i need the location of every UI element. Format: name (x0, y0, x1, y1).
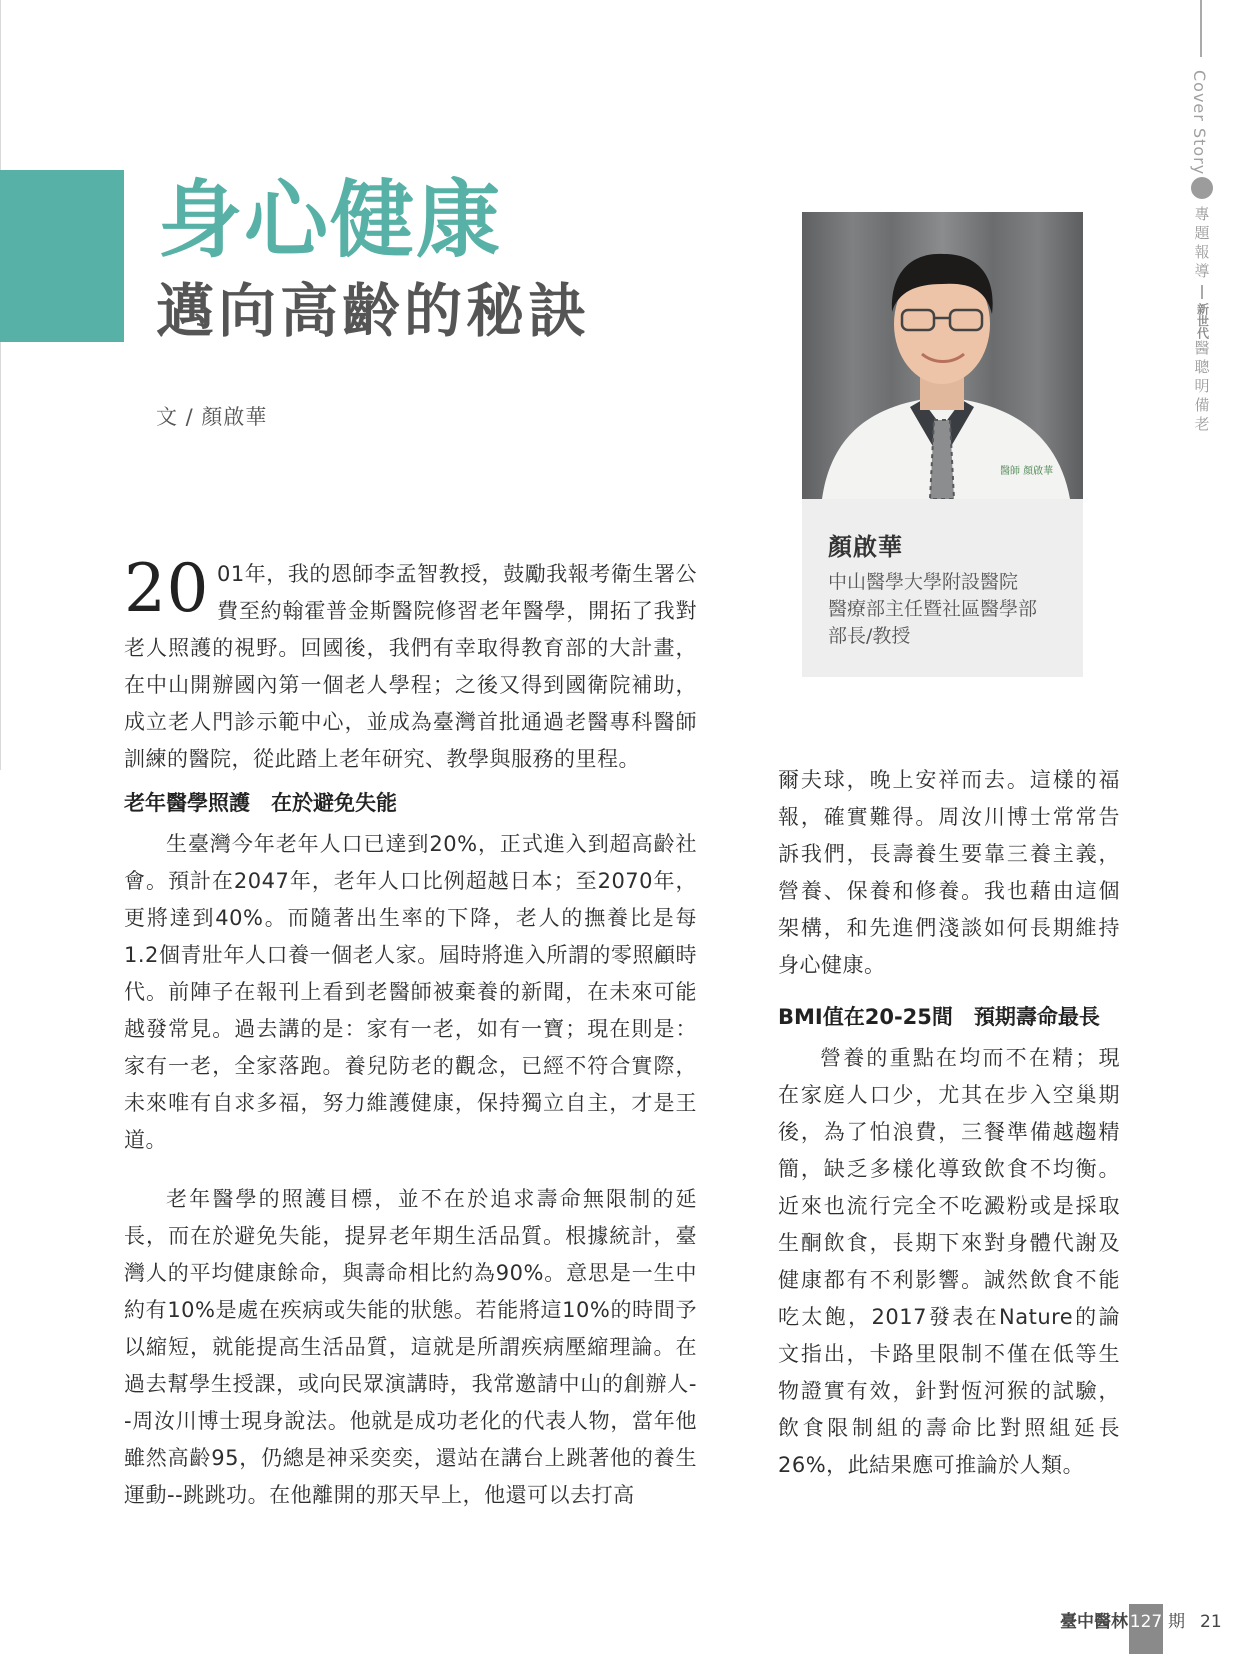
article-right-column (778, 762, 1120, 1484)
sidebar-separator (1201, 285, 1203, 299)
left-margin-rule (0, 0, 1, 770)
cover-story-label: Cover Story (1190, 70, 1209, 176)
intro-text: 01年，我的恩師李孟智教授，鼓勵我報考衛生署公費至約翰霍普金斯醫院修習老年醫學，開拓了我對老人照護的視野。回國後，我們有幸取得教育部的大計畫，在中山開辦國內第一個老人學程；之後又得到國衛院補助，成立老人門診示範中心，並成為臺灣首批通過老醫專科醫師訓練的醫院，從此踏上老年研究、教學與服務的里程。 (124, 562, 697, 771)
paragraph: 生臺灣今年老年人口已達到20%，正式進入到超高齡社會。預計在2047年，老年人口比例超越日本；至2070年，更將達到40%。而隨著出生率的下降，老人的撫養比是每1.2個青壯年人口養一個老人家。屆時將進入所謂的零照顧時代。前陣子在報刊上看到老醫師被棄養的新聞，在未來可能越發常見。過去講的是：家有一老，如有一寶；現在則是：家有一老，全家落跑。養兒防老的觀念，已經不符合實際，未來唯有自求多福，努力維護健康，保持獨立自主，才是王道。 (124, 832, 697, 1152)
paragraph: 老年醫學的照護目標，並不在於追求壽命無限制的延長，而在於避免失能，提昇老年期生活品質。根據統計，臺灣人的平均健康餘命，與壽命相比約為90%。意思是一生中約有10%是處在疾病或失能的狀態。若能將這10%的時間予以縮短，就能提高生活品質，這就是所謂疾病壓縮理論。在過去幫學生授課，或向民眾演講時，我常邀請中山的創辦人--周汝川博士現身說法。他就是成功老化的代表人物，當年他雖然高齡95，仍總是神采奕奕，還站在講台上跳著他的養生運動--跳跳功。在他離開的那天早上，他還可以去打高 (124, 1187, 697, 1507)
section-heading-geriatrics: 老年醫學照護 在於避免失能 (124, 791, 397, 815)
issue-number-badge: 127 (1129, 1604, 1163, 1654)
page-title: 身心健康 (158, 171, 503, 269)
theme-label-char: 醫 (1194, 339, 1210, 358)
theme-label-char: 備 (1194, 396, 1210, 415)
paragraph: 營養的重點在均而不在精；現在家庭人口少，尤其在步入空巢期後，為了怕浪費，三餐準備越趨精簡，缺乏多樣化導致飲食不均衡。近來也流行完全不吃澱粉或是採取生酮飲食，長期下來對身體代謝及健康都有不利影響。誠然飲食不能吃太飽，2017發表在Nature的論文指出，卡路里限制不僅在低等生物證實有效，針對恆河猴的試驗，飲食限制組的壽命比對照組延長26%，此結果應可推論於人類。 (778, 1046, 1120, 1477)
section-sidebar (1190, 70, 1214, 434)
issue-label: 期 (1168, 1612, 1185, 1632)
coat-embroidery: 醫師 顏啟華 (1000, 466, 1054, 477)
title-accent-block (0, 170, 124, 342)
author-byline: 文 / 顏啟華 (156, 405, 268, 429)
author-portrait (802, 212, 1083, 499)
section-label-char: 題 (1194, 224, 1210, 243)
sidebar-dot (1191, 177, 1213, 199)
affiliation-line: 醫療部主任暨社區醫學部 (828, 598, 1038, 620)
sidebar-rule (1200, 0, 1202, 57)
affiliation-line: 部長/教授 (828, 625, 911, 647)
section-label-char: 導 (1194, 262, 1210, 281)
section-label-char: 報 (1194, 243, 1210, 262)
intro-paragraph (124, 550, 697, 778)
section-heading-bmi: BMI值在20-25間 預期壽命最長 (778, 1005, 1100, 1029)
theme-label-char: 明 (1194, 377, 1210, 396)
section-label-char: 專 (1194, 205, 1210, 224)
drop-cap: 20 (124, 550, 209, 627)
paragraph: 爾夫球，晚上安祥而去。這樣的福報，確實難得。周汝川博士常常告訴我們，長壽養生要靠三養主義，營養、保養和修養。我也藉由這個架構，和先進們淺談如何長期維持身心健康。 (778, 768, 1120, 977)
portrait-illustration (802, 212, 1083, 499)
page-subtitle: 邁向高齡的秘訣 (156, 277, 591, 345)
author-name: 顏啟華 (828, 533, 903, 561)
author-affiliation (828, 569, 1078, 650)
page-number: 21 (1200, 1612, 1222, 1632)
article-left-column (124, 550, 697, 1514)
theme-label-char: 老 (1194, 415, 1210, 434)
theme-label-char: 聰 (1194, 358, 1210, 377)
affiliation-line: 中山醫學大學附設醫院 (828, 571, 1019, 593)
footer-magazine-name: 臺中醫林 (1060, 1612, 1128, 1632)
new-generation-logo: 新世代 (1195, 303, 1210, 340)
author-profile-card (802, 212, 1083, 677)
